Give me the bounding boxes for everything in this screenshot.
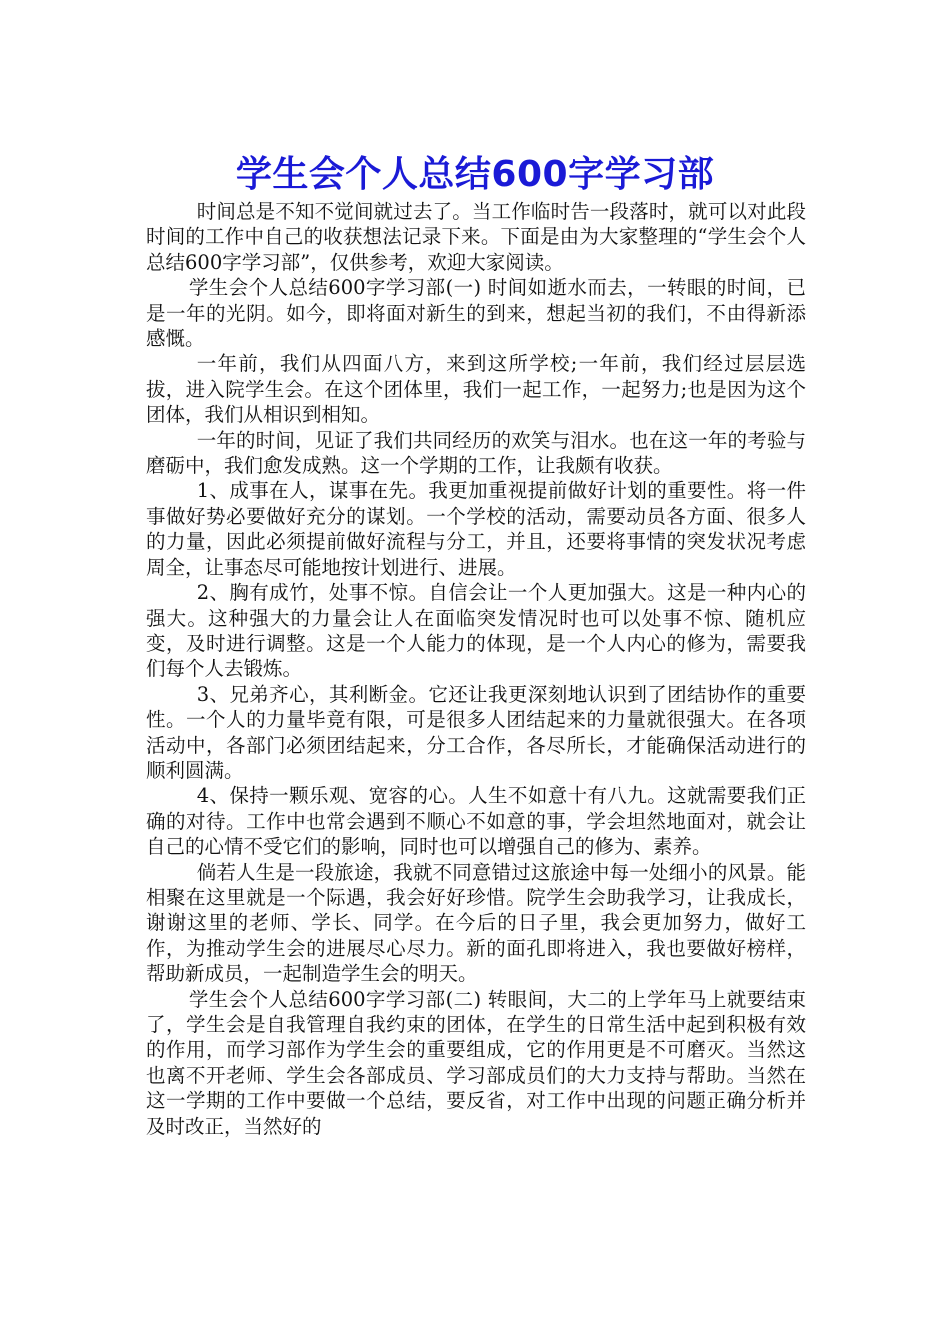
paragraph-point-4: 4、保持一颗乐观、宽容的心。人生不如意十有八九。这就需要我们正确的对待。工作中也常会遇到不顺心不如意的事，学会坦然地面对，就会让自己的心情不受它们的影响，同时也可以增强自己的修为、素养。 [146, 784, 806, 859]
document-title: 学生会个人总结600字学习部 [235, 154, 715, 196]
document-body [146, 199, 806, 1139]
paragraph-point-2: 2、胸有成竹，处事不惊。自信会让一个人更加强大。这是一种内心的强大。这种强大的力量会让人在面临突发情况时也可以处事不惊、随机应变，及时进行调整。这是一个人能力的体现，是一个人内心的修为，需要我们每个人去锻炼。 [146, 581, 806, 681]
paragraph-section-one-heading: 学生会个人总结600字学习部(一) 时间如逝水而去，一转眼的时间，已是一年的光阴。如今，即将面对新生的到来，想起当初的我们，不由得新添感慨。 [146, 276, 806, 351]
paragraph-section-two: 学生会个人总结600字学习部(二) 转眼间，大二的上学年马上就要结束了，学生会是自我管理自我约束的团体，在学生的日常生活中起到积极有效的作用，而学习部作为学生会的重要组成，它的作用更是不可磨灭。当然这也离不开老师、学生会各部成员、学习部成员们的大力支持与帮助。当然在这一学期的工作中要做一个总结，要反省，对工作中出现的问题正确分析并及时改正，当然好的 [146, 987, 806, 1138]
paragraph-closing: 倘若人生是一段旅途，我就不同意错过这旅途中每一处细小的风景。能相聚在这里就是一个际遇，我会好好珍惜。院学生会助我学习，让我成长，谢谢这里的老师、学长、同学。在今后的日子里，我会更加努力，做好工作，为推动学生会的进展尽心尽力。新的面孔即将进入，我也要做好榜样，帮助新成员，一起制造学生会的明天。 [146, 860, 806, 986]
paragraph-point-1: 1、成事在人，谋事在先。我更加重视提前做好计划的重要性。将一件事做好势必要做好充分的谋划。一个学校的活动，需要动员各方面、很多人的力量，因此必须提前做好流程与分工，并且，还要将事情的突发状况考虑周全，让事态尽可能地按计划进行、进展。 [146, 479, 806, 579]
paragraph-intro: 时间总是不知不觉间就过去了。当工作临时告一段落时，就可以对此段时间的工作中自己的收获想法记录下来。下面是由为大家整理的“学生会个人总结600字学习部”，仅供参考，欢迎大家阅读。 [146, 200, 806, 274]
paragraph-year-ago: 一年前，我们从四面八方，来到这所学校;一年前，我们经过层层选拔，进入院学生会。在这个团体里，我们一起工作，一起努力;也是因为这个团体，我们从相识到相知。 [146, 352, 806, 427]
paragraph-one-year: 一年的时间，见证了我们共同经历的欢笑与泪水。也在这一年的考验与磨砺中，我们愈发成熟。这一个学期的工作，让我颇有收获。 [146, 428, 806, 478]
paragraph-point-3: 3、兄弟齐心，其利断金。它还让我更深刻地认识到了团结协作的重要性。一个人的力量毕竟有限，可是很多人团结起来的力量就很强大。在各项活动中，各部门必须团结起来，分工合作，各尽所长，才能确保活动进行的顺利圆满。 [146, 682, 806, 782]
